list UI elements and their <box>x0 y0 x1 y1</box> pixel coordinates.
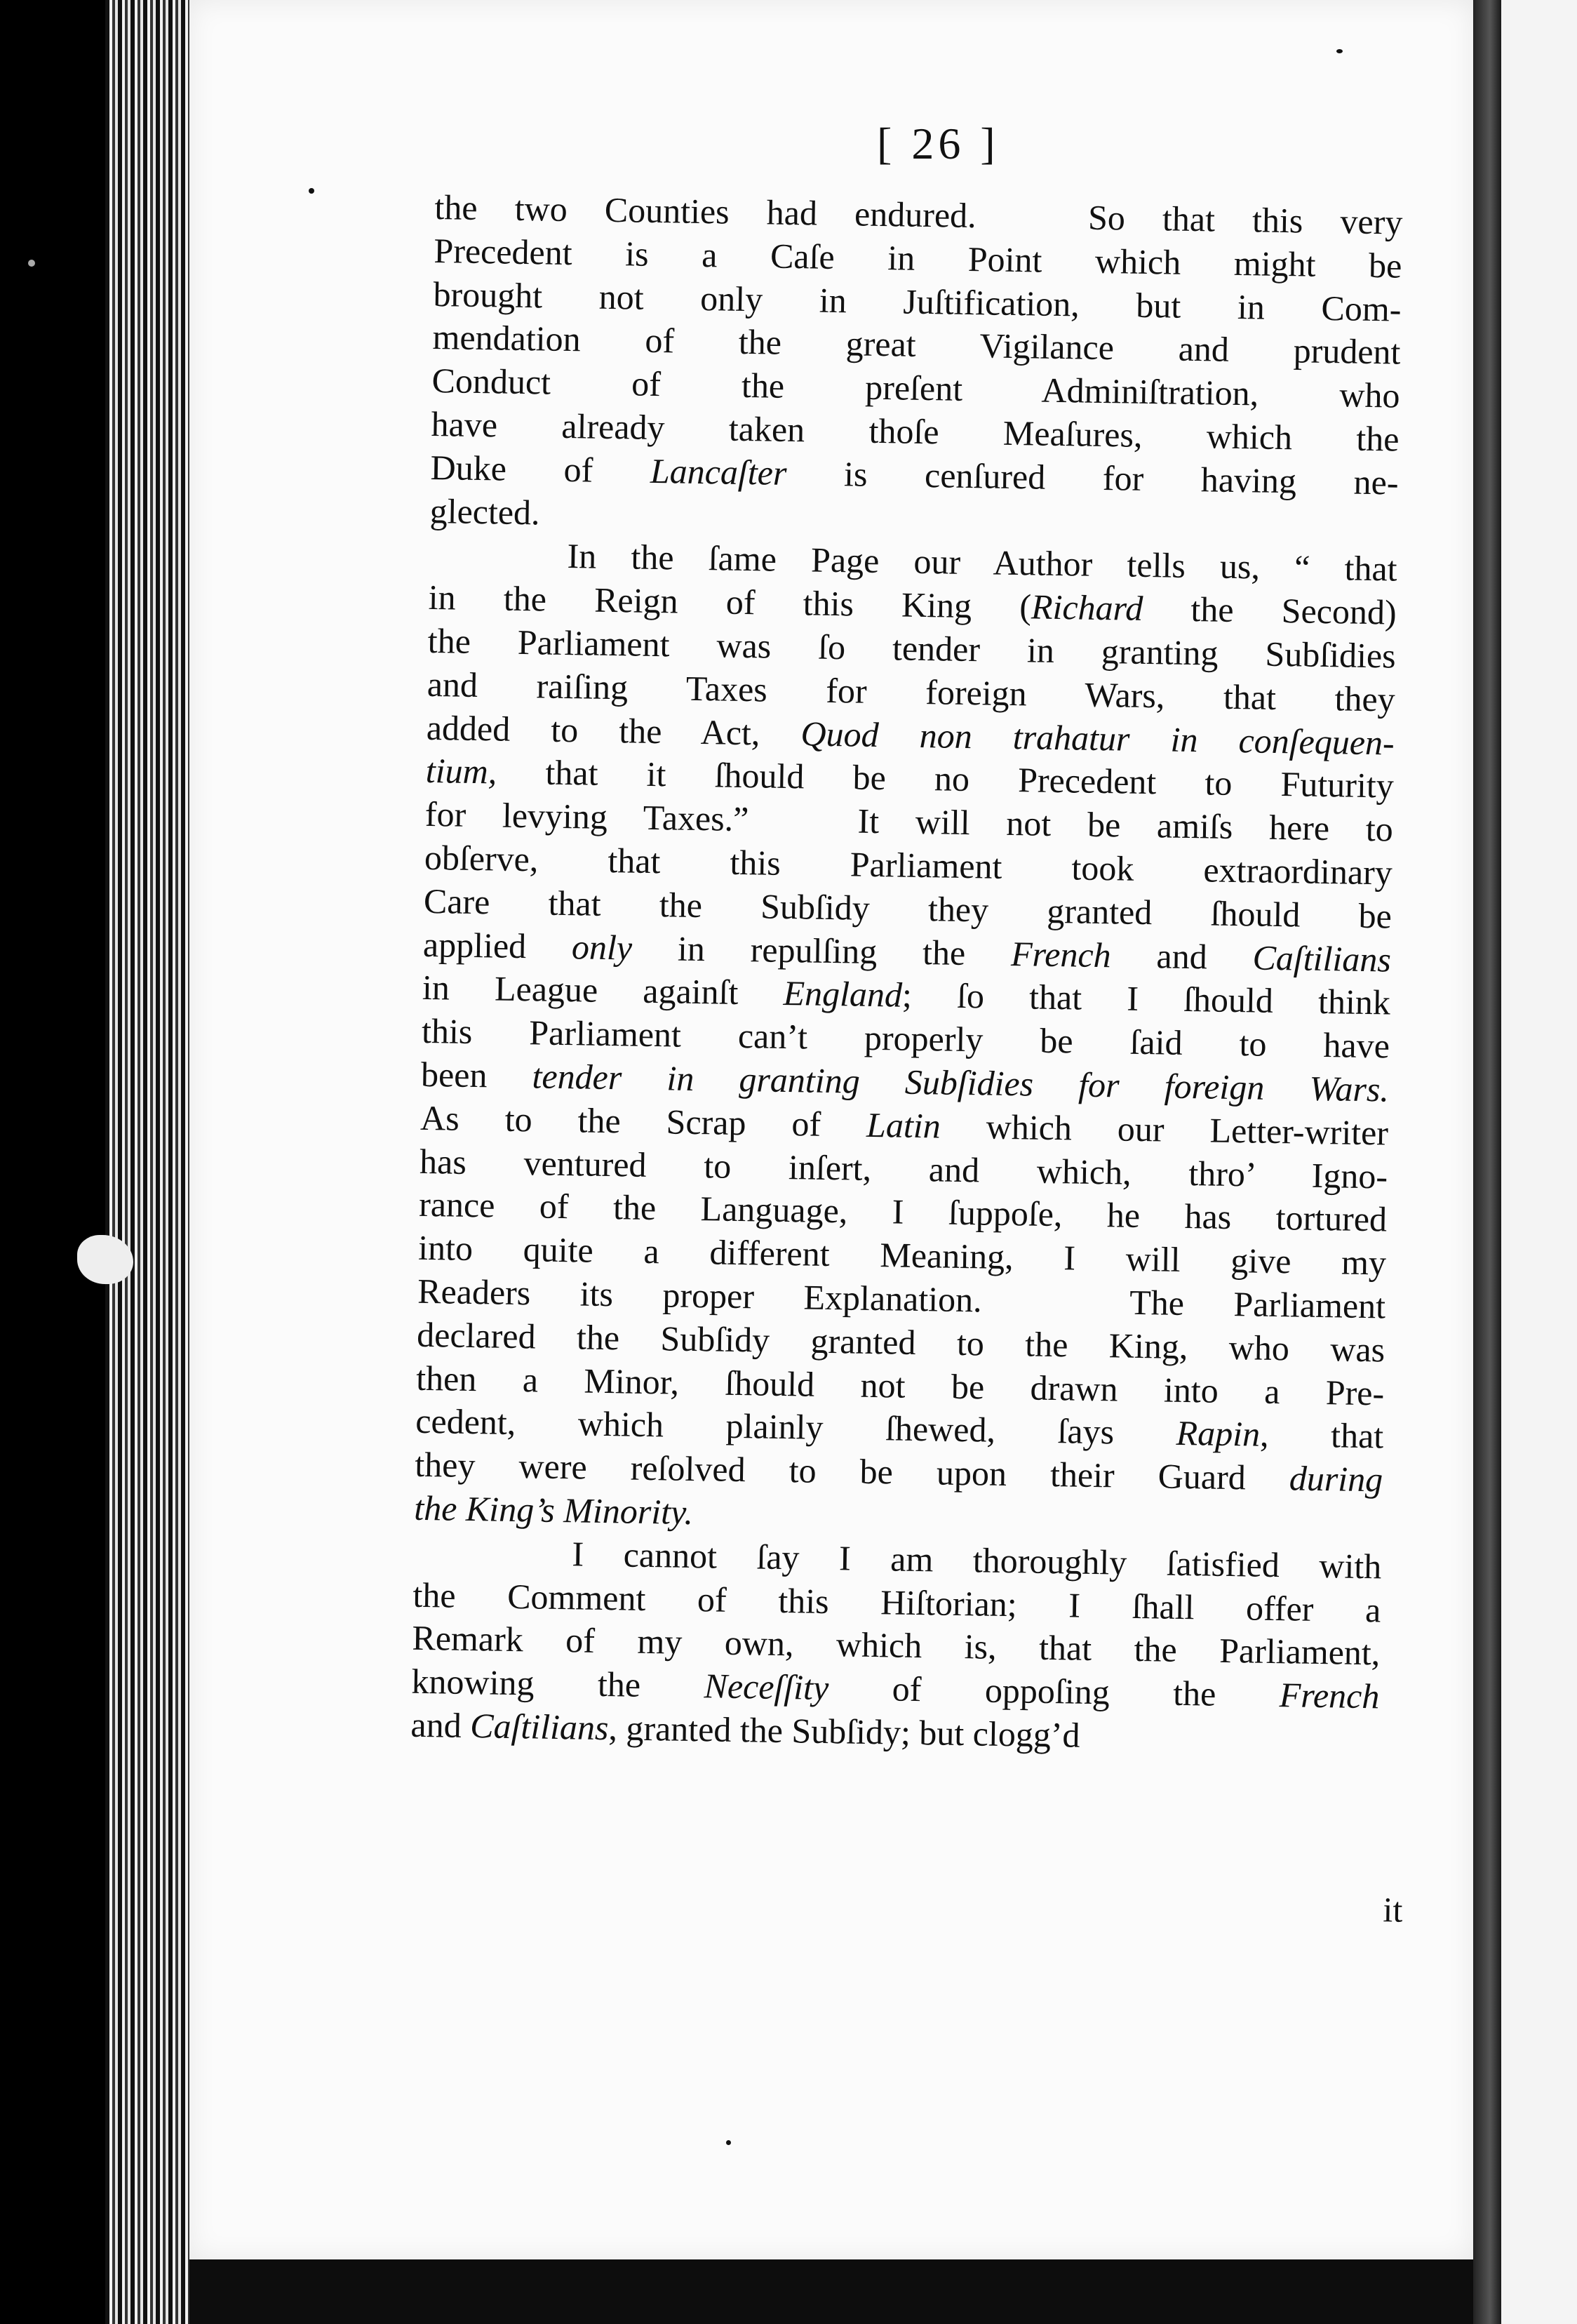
text-run: rance of the Language, I ſuppoſe, he has tortured <box>418 1184 1388 1239</box>
text-run: Conduct of the preſent Adminiſtration, who <box>431 361 1400 415</box>
catchword: it <box>1383 1890 1403 1930</box>
text-run: mendation of the great Vigilance and prudent <box>432 317 1401 373</box>
italic-run: Richard <box>1031 587 1143 629</box>
text-run: In the ſame Page our Author tells us, “ that <box>429 534 1398 589</box>
text-run: they were reſolved to be upon their Guard <box>414 1444 1290 1498</box>
italic-run: French <box>1279 1675 1380 1716</box>
text-run: declared the Subſidy granted to the King, who was <box>416 1314 1385 1370</box>
text-run: applied <box>422 924 572 966</box>
text-run: As to the Scrap of <box>420 1097 867 1144</box>
page-gutter-shadow <box>1473 0 1501 2324</box>
text-run: into quite a different Meaning, I will give my <box>417 1227 1387 1283</box>
text-run: is cenſured for having ne- <box>786 453 1399 502</box>
text-run: for levying Taxes.” It will not be amiſs here to <box>424 794 1394 849</box>
text-run: and <box>410 1704 471 1745</box>
adjacent-page-edge <box>1501 0 1577 2324</box>
italic-run: Latin <box>866 1104 941 1146</box>
text-run: Readers its proper Explanation. The Parliament <box>417 1271 1386 1326</box>
italic-run: tender in granting Subſidies for foreign Wars. <box>532 1056 1390 1109</box>
text-run: in the Reign of this King ( <box>428 577 1032 627</box>
book-spine-edge <box>105 0 196 2324</box>
ink-speck <box>1336 49 1343 53</box>
text-run: then a Minor, ſhould not be drawn into a Pre- <box>415 1358 1385 1413</box>
text-run: that it ſhould be no Precedent to Futurity <box>496 752 1395 806</box>
page-number: [ 26 ] <box>877 119 1000 168</box>
text-run: of oppoſing the <box>828 1668 1280 1715</box>
italic-run: Caſtilians <box>469 1705 609 1748</box>
italic-run: Rapin <box>1176 1413 1261 1455</box>
text-run: has ventured to inſert, and which, thro’ Igno- <box>419 1141 1388 1196</box>
text-run: Remark of my own, which is, that the Parliament, <box>412 1618 1381 1673</box>
italic-run: French <box>1010 933 1112 975</box>
text-run: which our Letter-writer <box>940 1106 1389 1153</box>
text-run: and raiſing Taxes for foreign Wars, that they <box>427 664 1396 719</box>
italic-run: Neceſſity <box>704 1666 829 1708</box>
text-run: brought not only in Juſtification, but in Com- <box>433 274 1402 329</box>
text-run: cedent, which plainly ſhewed, ſays <box>415 1401 1177 1453</box>
text-run: been <box>420 1054 533 1096</box>
text-run: and <box>1110 935 1254 977</box>
ink-speck <box>726 2140 731 2145</box>
text-run: Precedent is a Caſe in Point which might be <box>434 230 1402 286</box>
italic-run: Lancaſter <box>650 450 787 493</box>
text-run: added to the Act, <box>426 707 801 753</box>
text-run: the two Counties had endured. So that this very <box>434 187 1403 242</box>
text-run: this Parliament can’t properly be ſaid to have <box>421 1010 1390 1066</box>
body-text <box>410 186 1403 1762</box>
text-run: in repulſing the <box>631 928 1012 973</box>
text-run: , that <box>1259 1415 1384 1456</box>
italic-run: Caſtilians <box>1252 937 1392 980</box>
text-run: in League againſt <box>422 968 784 1013</box>
italic-run: Quod non trahatur in conſequen- <box>800 713 1395 763</box>
italic-run: during <box>1289 1458 1383 1500</box>
italic-run: tium, <box>425 751 497 792</box>
italic-run: only <box>571 926 633 968</box>
italic-run: the King’s Minority. <box>413 1488 694 1532</box>
text-run: knowing the <box>411 1661 705 1706</box>
text-run: Duke of <box>430 447 651 490</box>
text-run: I cannot ſay I am thoroughly ſatisfied with <box>412 1531 1382 1587</box>
ink-speck <box>309 188 314 194</box>
text-run: the Second) <box>1142 589 1397 632</box>
text-run: obſerve, that this Parliament took extraordinary <box>424 837 1393 893</box>
ink-speck <box>28 260 35 267</box>
text-run: the Comment of this Hiſtorian; I ſhall offer a <box>412 1575 1381 1629</box>
text-run: , granted the Subſidy; but clogg’d <box>608 1708 1080 1755</box>
text-run: ; ſo that I ſhould think <box>901 975 1391 1022</box>
text-run: glected. <box>429 490 541 532</box>
text-run: Care that the Subſidy they granted ſhould be <box>423 881 1393 936</box>
text-run: the Parliament was ſo tender in granting Subſidies <box>427 620 1397 676</box>
text-run: have already taken thoſe Meaſures, which the <box>431 403 1400 459</box>
italic-run: England <box>783 973 903 1015</box>
bottom-margin-shadow <box>189 2259 1473 2324</box>
